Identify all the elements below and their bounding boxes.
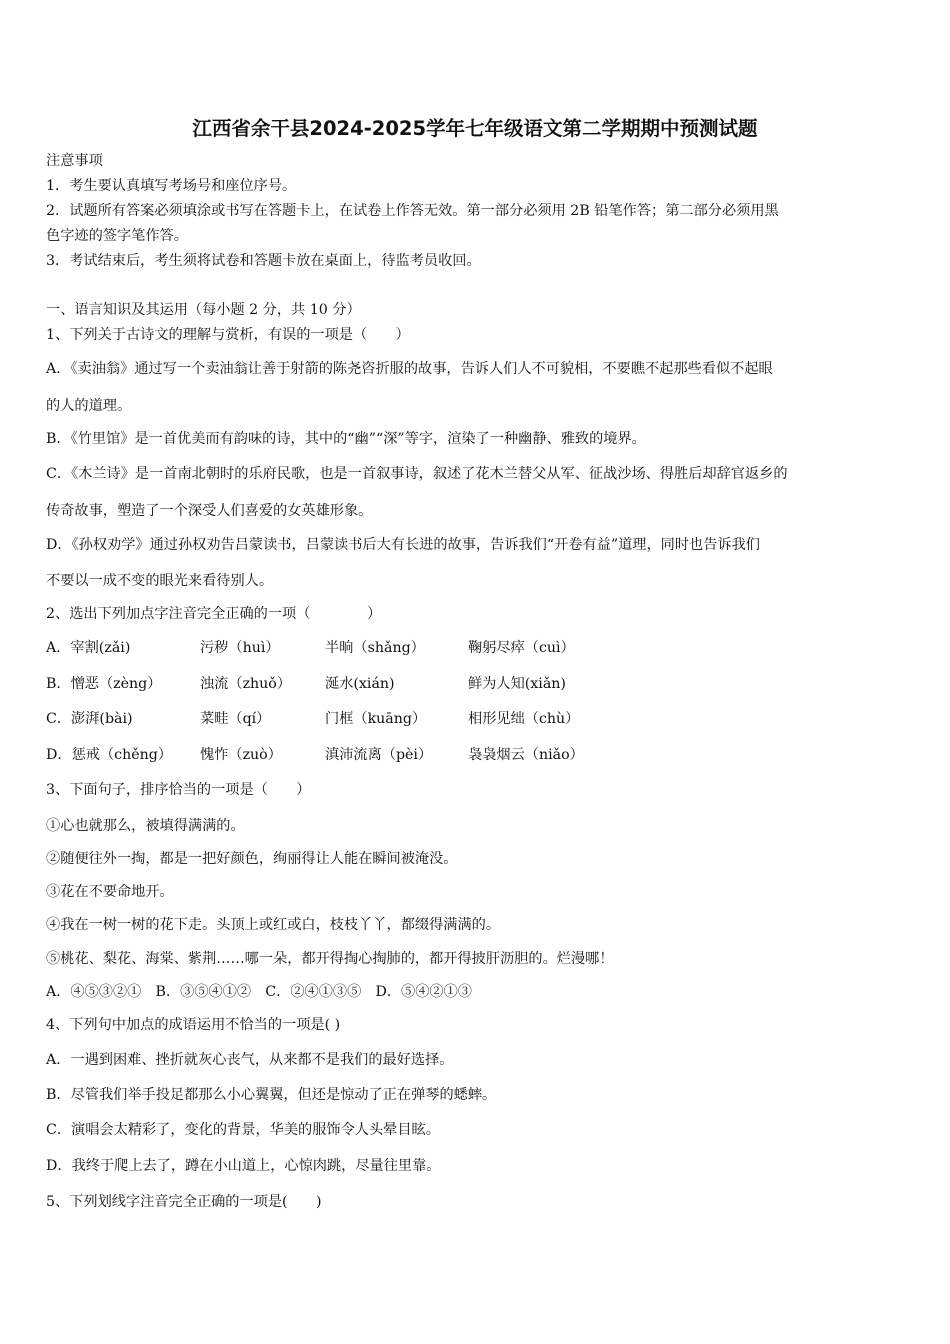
q2-item: 袅袅烟云（niǎo） xyxy=(468,747,584,763)
page-title: 江西省余干县2024-2025学年七年级语文第二学期期中预测试题 xyxy=(192,117,758,140)
q1-option-d: D．《孙权劝学》通过孙权劝告吕蒙读书，吕蒙读书后大有长进的故事，告诉我们“开卷有益”道理，同时也告诉我们 xyxy=(46,537,760,553)
notice-item: 2．试题所有答案必须填涂或书写在答题卡上，在试卷上作答无效。第一部分必须用 2B 铅笔作答；第二部分必须用黑 xyxy=(46,203,779,219)
q1-option-c: C．《木兰诗》是一首南北朝时的乐府民歌，也是一首叙事诗，叙述了花木兰替父从军、征战沙场、得胜后却辞官返乡的 xyxy=(46,466,788,482)
q1-option-d-cont: 不要以一成不变的眼光来看待别人。 xyxy=(46,573,274,589)
q4-option-b: B．尽管我们举手投足都那么小心翼翼，但还是惊动了正在弹琴的蟋蟀。 xyxy=(46,1087,497,1103)
q3-sentence: ①心也就那么，被填得满满的。 xyxy=(46,818,245,834)
q2-item: C．澎湃(bài) xyxy=(46,711,133,727)
q1-option-a: A．《卖油翁》通过写一个卖油翁让善于射箭的陈尧咨折服的故事，告诉人们人不可貌相，不要瞧不起那些看似不起眼 xyxy=(46,361,773,377)
q2-item: A．宰割(zǎi) xyxy=(46,640,131,656)
notice-item: 色字迹的签字笔作答。 xyxy=(46,228,188,244)
question-4-stem: 4、下列句中加点的成语运用不恰当的一项是( ) xyxy=(46,1017,341,1033)
q3-sentence: ④我在一树一树的花下走。头顶上或红或白，枝枝丫丫，都缀得满满的。 xyxy=(46,917,501,933)
question-5-stem: 5、下列划线字注音完全正确的一项是( ) xyxy=(46,1194,322,1210)
q3-sentence: ②随便往外一掏，都是一把好颜色，绚丽得让人能在瞬间被淹没。 xyxy=(46,851,458,867)
q1-option-a-cont: 的人的道理。 xyxy=(46,398,132,414)
q2-item: 菜畦（qí） xyxy=(200,711,271,727)
question-2-stem: 2、选出下列加点字注音完全正确的一项（ ） xyxy=(46,606,382,622)
notice-item: 1．考生要认真填写考场号和座位序号。 xyxy=(46,178,297,194)
q2-item: 涎水(xián) xyxy=(325,676,395,692)
q2-item: 相形见绌（chù） xyxy=(468,711,580,727)
question-1-stem: 1、下列关于古诗文的理解与赏析，有误的一项是（ ） xyxy=(46,327,410,343)
question-3-stem: 3、下面句子，排序恰当的一项是（ ） xyxy=(46,782,311,798)
q2-item: 鞠躬尽瘁（cuì） xyxy=(468,640,575,656)
q4-option-d: D．我终于爬上去了，蹲在小山道上，心惊肉跳，尽量往里靠。 xyxy=(46,1158,441,1174)
q3-sentence: ⑤桃花、梨花、海棠、紫荆……哪一朵，都开得掏心掏肺的，都开得披肝沥胆的。烂漫哪！ xyxy=(46,951,614,967)
q2-item: 鲜为人知(xiǎn) xyxy=(468,676,566,692)
q1-option-b: B．《竹里馆》是一首优美而有韵味的诗，其中的“幽”“深”等字，渲染了一种幽静、雅致的境界。 xyxy=(46,431,646,447)
notice-item: 3．考试结束后，考生须将试卷和答题卡放在桌面上，待监考员收回。 xyxy=(46,253,481,269)
q3-sentence: ③花在不要命地开。 xyxy=(46,884,174,900)
section-heading: 一、语言知识及其运用（每小题 2 分，共 10 分） xyxy=(46,302,361,318)
q2-item: 愧怍（zuò） xyxy=(200,747,282,763)
q2-item: 浊流（zhuǒ） xyxy=(200,676,292,692)
q2-item: 污秽（huì） xyxy=(200,640,280,656)
q2-item: 滇沛流离（pèi） xyxy=(325,747,433,763)
notice-heading: 注意事项 xyxy=(46,153,103,169)
q4-option-c: C．演唱会太精彩了，变化的背景，华美的服饰令人头晕目眩。 xyxy=(46,1122,440,1138)
q3-options: A．④⑤③②① B．③⑤④①② C．②④①③⑤ D．⑤④②①③ xyxy=(46,984,472,1000)
q2-item: 门框（kuāng） xyxy=(325,711,427,727)
q2-item: 半晌（shǎng） xyxy=(325,640,425,656)
q4-option-a: A．一遇到困难、挫折就灰心丧气，从来都不是我们的最好选择。 xyxy=(46,1052,454,1068)
q2-item: D．惩戒（chěng） xyxy=(46,747,173,763)
q1-option-c-cont: 传奇故事，塑造了一个深受人们喜爱的女英雄形象。 xyxy=(46,503,373,519)
q2-item: B．憎恶（zèng） xyxy=(46,676,162,692)
